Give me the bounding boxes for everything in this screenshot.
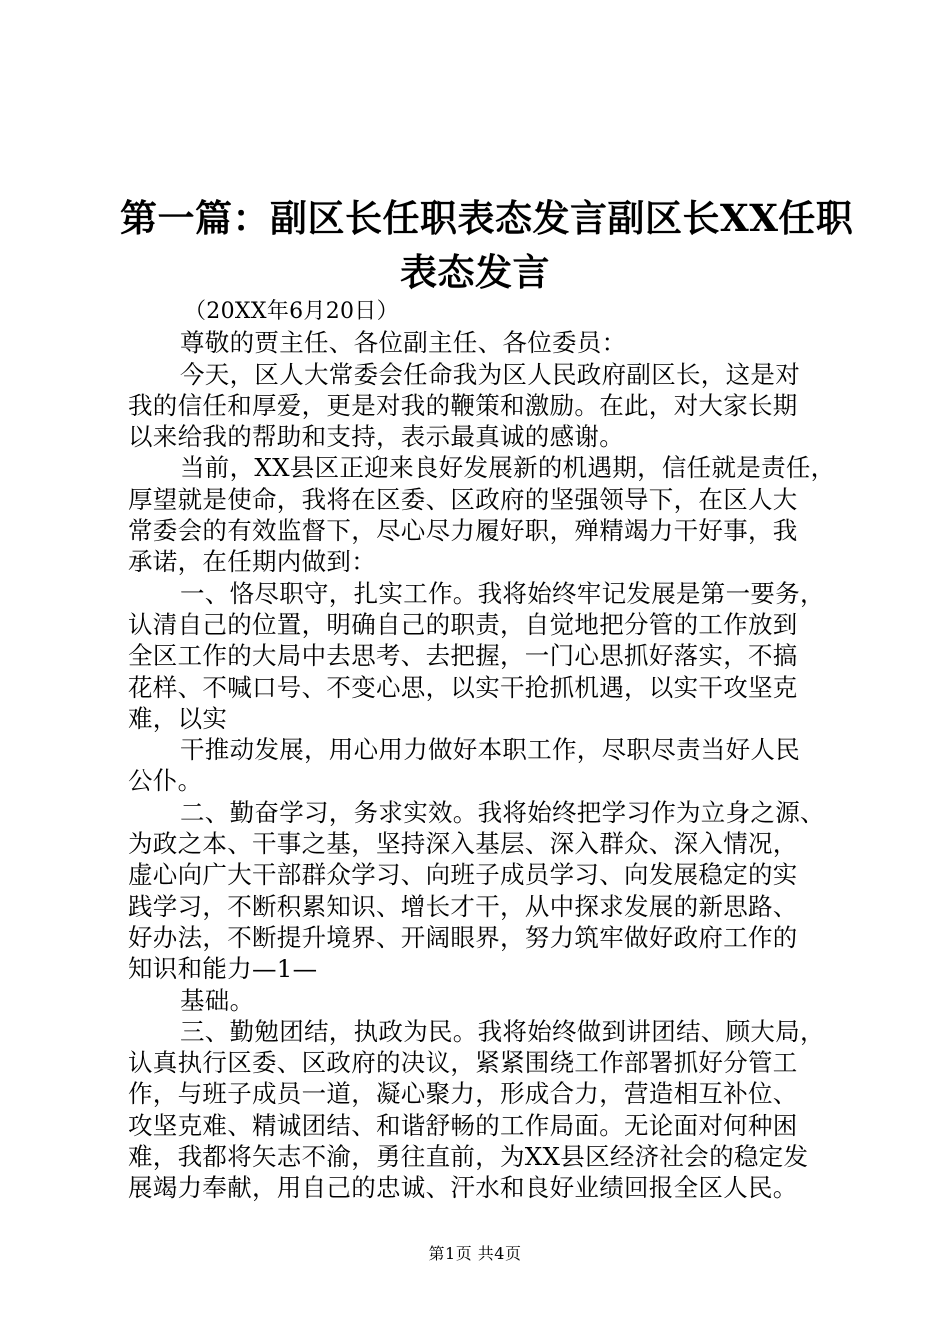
document-body (128, 296, 838, 1204)
page-number: 第1页 共4页 (428, 1244, 522, 1263)
document-title-line-2: 表态发言 (400, 250, 550, 294)
body-line: 承诺，在任期内做到： (128, 547, 376, 577)
body-line: 全区工作的大局中去思考、去把握，一门心思抓好落实，不搞 (128, 641, 798, 671)
body-line: 认清自己的位置，明确自己的职责，自觉地把分管的工作放到 (128, 609, 798, 639)
body-line: 今天，区人大常委会任命我为区人民政府副区长，这是对 (180, 359, 800, 389)
body-line: 干推动发展，用心用力做好本职工作，尽职尽责当好人民 (180, 735, 800, 765)
body-line: 为政之本、干事之基，坚持深入基层、深入群众、深入情况， (128, 829, 798, 859)
body-line: 花样、不喊口号、不变心思，以实干抢抓机遇，以实干攻坚克 (128, 672, 798, 702)
body-line: 知识和能力—1— (128, 954, 318, 984)
body-line: 一、恪尽职守，扎实工作。我将始终牢记发展是第一要务， (180, 578, 825, 608)
body-line: 攻坚克难、精诚团结、和谐舒畅的工作局面。无论面对何种困 (128, 1110, 798, 1140)
body-line: 践学习，不断积累知识、增长才干，从中探求发展的新思路、 (128, 891, 798, 921)
body-line: 二、勤奋学习，务求实效。我将始终把学习作为立身之源、 (180, 797, 825, 827)
body-line: 难，以实 (128, 703, 228, 733)
body-line: 公仆。 (128, 766, 203, 796)
body-line: 基础。 (180, 985, 255, 1015)
body-line: 难，我都将矢志不渝，勇往直前，为XX县区经济社会的稳定发 (128, 1142, 809, 1172)
body-line: 认真执行区委、区政府的决议，紧紧围绕工作部署抓好分管工 (128, 1048, 798, 1078)
body-line: 厚望就是使命，我将在区委、区政府的坚强领导下，在区人大 (128, 484, 798, 514)
body-line: 尊敬的贾主任、各位副主任、各位委员： (180, 328, 627, 358)
body-line: 好办法，不断提升境界、开阔眼界，努力筑牢做好政府工作的 (128, 922, 798, 952)
body-line: 以来给我的帮助和支持，表示最真诚的感谢。 (128, 422, 624, 452)
body-line: 常委会的有效监督下，尽心尽力履好职，殚精竭力干好事，我 (128, 516, 798, 546)
body-line: 我的信任和厚爱，更是对我的鞭策和激励。在此，对大家长期 (128, 390, 798, 420)
body-line: 展竭力奉献，用自己的忠诚、汗水和良好业绩回报全区人民。 (128, 1173, 798, 1203)
body-line: 当前，XX县区正迎来良好发展新的机遇期，信任就是责任， (180, 453, 836, 483)
body-line: （20XX年6月20日） (184, 299, 399, 324)
body-line: 虚心向广大干部群众学习、向班子成员学习、向发展稳定的实 (128, 860, 798, 890)
body-line: 三、勤勉团结，执政为民。我将始终做到讲团结、顾大局， (180, 1016, 825, 1046)
document-title-line-1: 第一篇：副区长任职表态发言副区长XX任职 (120, 196, 854, 240)
body-line: 作，与班子成员一道，凝心聚力，形成合力，营造相互补位、 (128, 1079, 798, 1109)
